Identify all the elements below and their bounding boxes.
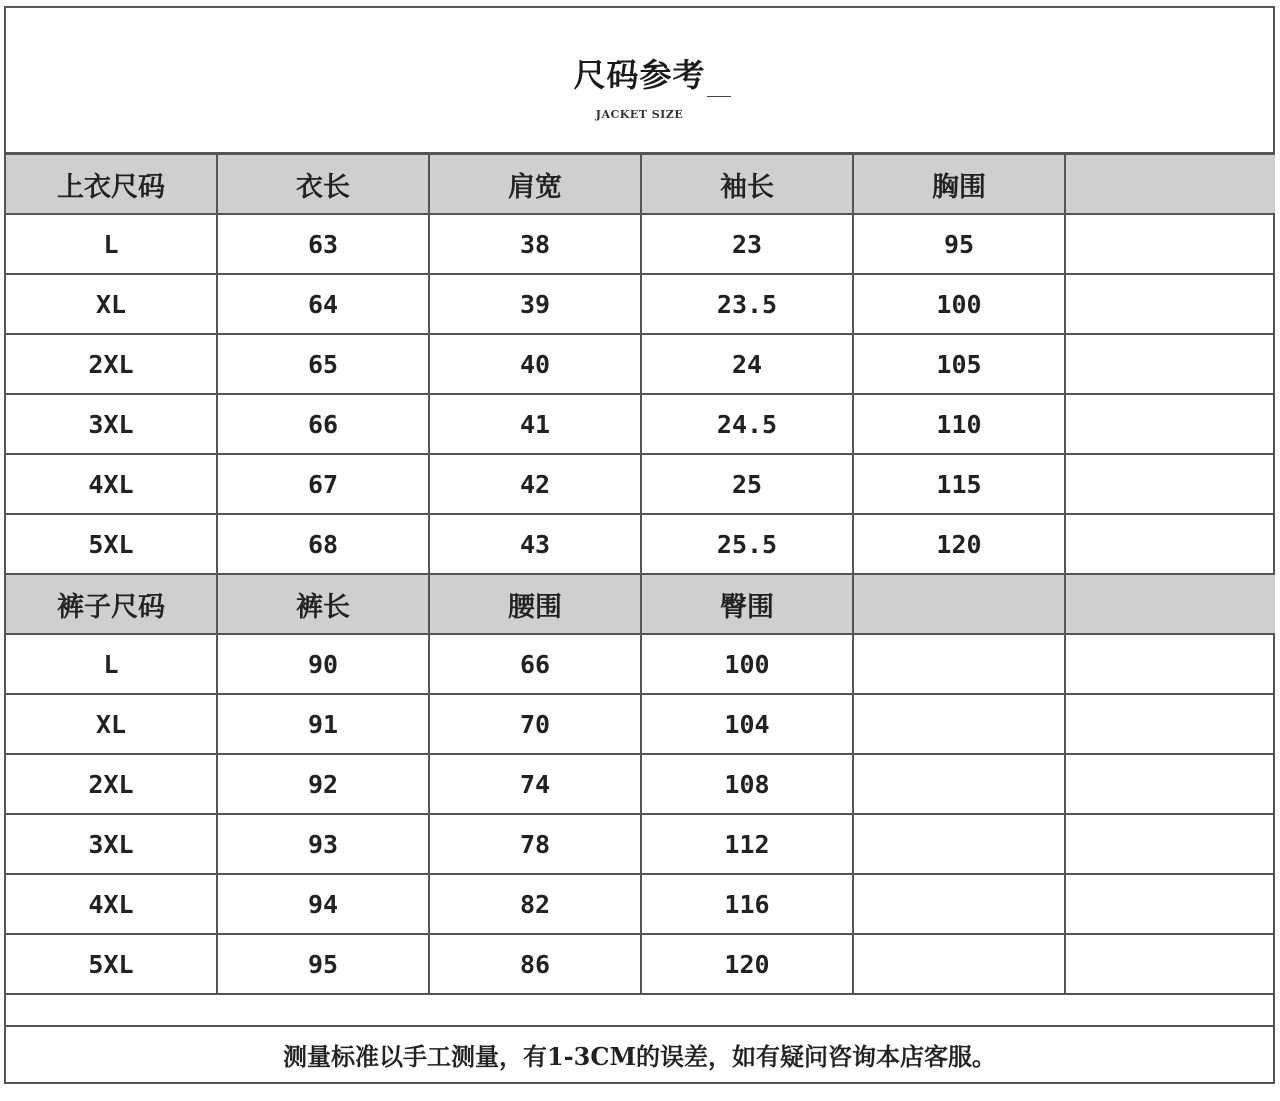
pants-cell: 104 — [641, 694, 853, 754]
pants-cell: 78 — [429, 814, 641, 874]
pants-cell — [1065, 694, 1275, 754]
jacket-cell: 23.5 — [641, 274, 853, 334]
pants-cell: 108 — [641, 754, 853, 814]
pants-cell — [853, 934, 1065, 994]
jacket-cell: 25.5 — [641, 514, 853, 574]
pants-cell: 91 — [217, 694, 429, 754]
jacket-cell: 67 — [217, 454, 429, 514]
jacket-cell: 2XL — [6, 334, 217, 394]
title-divider — [707, 96, 731, 97]
table-row — [6, 454, 1275, 514]
table-row — [6, 754, 1275, 814]
pants-cell — [853, 694, 1065, 754]
jacket-header-cell: 肩宽 — [429, 154, 641, 214]
jacket-cell: 42 — [429, 454, 641, 514]
jacket-cell: 24 — [641, 334, 853, 394]
pants-cell: 66 — [429, 634, 641, 694]
table-row — [6, 814, 1275, 874]
jacket-cell: 23 — [641, 214, 853, 274]
pants-cell — [1065, 874, 1275, 934]
jacket-cell: 110 — [853, 394, 1065, 454]
size-table — [6, 153, 1275, 995]
jacket-cell: 64 — [217, 274, 429, 334]
pants-cell — [853, 874, 1065, 934]
jacket-cell — [1065, 214, 1275, 274]
pants-cell: 92 — [217, 754, 429, 814]
jacket-cell: L — [6, 214, 217, 274]
measurement-note: 测量标准以手工测量，有1-3CM的误差，如有疑问咨询本店客服。 — [6, 1025, 1273, 1082]
pants-cell: 120 — [641, 934, 853, 994]
jacket-cell: 3XL — [6, 394, 217, 454]
jacket-cell: 68 — [217, 514, 429, 574]
table-row — [6, 274, 1275, 334]
table-row — [6, 694, 1275, 754]
pants-cell — [853, 754, 1065, 814]
jacket-cell — [1065, 334, 1275, 394]
jacket-cell: 63 — [217, 214, 429, 274]
pants-cell: XL — [6, 694, 217, 754]
jacket-cell: 120 — [853, 514, 1065, 574]
pants-cell: 4XL — [6, 874, 217, 934]
pants-header-cell: 裤子尺码 — [6, 574, 217, 634]
jacket-cell: 41 — [429, 394, 641, 454]
jacket-cell: 24.5 — [641, 394, 853, 454]
jacket-cell: 95 — [853, 214, 1065, 274]
jacket-header-cell: 上衣尺码 — [6, 154, 217, 214]
pants-cell: 112 — [641, 814, 853, 874]
pants-cell: 3XL — [6, 814, 217, 874]
jacket-cell: 25 — [641, 454, 853, 514]
pants-header-row — [6, 574, 1275, 634]
pants-cell — [1065, 754, 1275, 814]
pants-cell — [1065, 634, 1275, 694]
pants-cell: 116 — [641, 874, 853, 934]
pants-cell: 94 — [217, 874, 429, 934]
jacket-header-cell — [1065, 154, 1275, 214]
jacket-cell: 40 — [429, 334, 641, 394]
table-row — [6, 394, 1275, 454]
jacket-cell: 65 — [217, 334, 429, 394]
jacket-header-cell: 袖长 — [641, 154, 853, 214]
pants-cell: 100 — [641, 634, 853, 694]
pants-header-cell — [1065, 574, 1275, 634]
pants-cell: 95 — [217, 934, 429, 994]
table-row — [6, 634, 1275, 694]
jacket-cell: 43 — [429, 514, 641, 574]
pants-cell: 90 — [217, 634, 429, 694]
table-row — [6, 874, 1275, 934]
pants-cell: L — [6, 634, 217, 694]
pants-cell — [853, 634, 1065, 694]
pants-cell — [1065, 934, 1275, 994]
jacket-cell: 4XL — [6, 454, 217, 514]
pants-cell — [1065, 814, 1275, 874]
pants-header-cell: 臀围 — [641, 574, 853, 634]
jacket-cell: XL — [6, 274, 217, 334]
chart-header — [6, 8, 1273, 154]
jacket-cell: 105 — [853, 334, 1065, 394]
jacket-cell — [1065, 454, 1275, 514]
pants-cell: 70 — [429, 694, 641, 754]
chart-title: 尺码参考 — [573, 56, 706, 94]
jacket-cell: 39 — [429, 274, 641, 334]
jacket-cell: 66 — [217, 394, 429, 454]
table-row — [6, 514, 1275, 574]
jacket-header-cell: 衣长 — [217, 154, 429, 214]
jacket-cell: 100 — [853, 274, 1065, 334]
jacket-cell: 5XL — [6, 514, 217, 574]
size-chart — [4, 6, 1275, 1084]
pants-cell: 74 — [429, 754, 641, 814]
pants-cell: 82 — [429, 874, 641, 934]
pants-cell: 86 — [429, 934, 641, 994]
pants-header-cell: 裤长 — [217, 574, 429, 634]
pants-header-cell — [853, 574, 1065, 634]
table-row — [6, 214, 1275, 274]
table-row — [6, 334, 1275, 394]
pants-cell: 5XL — [6, 934, 217, 994]
table-row — [6, 934, 1275, 994]
chart-subtitle: JACKET SIZE — [595, 108, 684, 121]
jacket-cell — [1065, 514, 1275, 574]
jacket-header-row — [6, 154, 1275, 214]
pants-cell — [853, 814, 1065, 874]
pants-cell: 2XL — [6, 754, 217, 814]
jacket-header-cell: 胸围 — [853, 154, 1065, 214]
pants-cell: 93 — [217, 814, 429, 874]
jacket-cell: 38 — [429, 214, 641, 274]
jacket-cell — [1065, 394, 1275, 454]
jacket-cell — [1065, 274, 1275, 334]
pants-header-cell: 腰围 — [429, 574, 641, 634]
jacket-cell: 115 — [853, 454, 1065, 514]
